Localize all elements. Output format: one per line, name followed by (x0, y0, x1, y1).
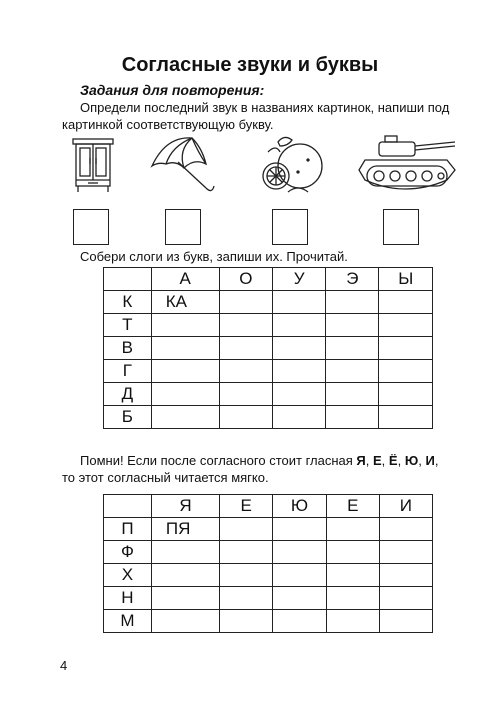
syllable-cell[interactable] (151, 360, 219, 383)
vowel-header: Е (220, 495, 273, 518)
syllable-cell[interactable] (379, 314, 433, 337)
syllable-cell[interactable] (379, 360, 433, 383)
rule-vowel: Ю (404, 453, 419, 468)
task2-instruction: Собери слоги из букв, запиши их. Прочитай. (80, 249, 348, 264)
syllable-cell[interactable] (379, 337, 433, 360)
consonant-label: В (104, 337, 152, 360)
rule-vowel: И (425, 453, 435, 468)
syllable-cell[interactable] (326, 587, 379, 610)
vowel-header: И (379, 495, 432, 518)
page-number: 4 (60, 658, 68, 673)
consonant-label: Г (104, 360, 152, 383)
syllable-cell[interactable] (379, 541, 432, 564)
oranges-icon (258, 132, 328, 198)
rule-line2: то этот согласный читается мягко. (62, 470, 269, 485)
syllable-cell[interactable] (220, 587, 273, 610)
task1-line2: картинкой соответствующую букву. (62, 117, 274, 132)
grid-row (104, 314, 433, 337)
wardrobe-icon (70, 136, 116, 196)
consonant-label: Т (104, 314, 152, 337)
vowel-header: Я (151, 495, 219, 518)
syllable-cell[interactable] (326, 541, 379, 564)
syllable-cell[interactable] (273, 360, 326, 383)
consonant-label: Д (104, 383, 152, 406)
syllable-cell[interactable] (219, 314, 272, 337)
page-title: Согласные звуки и буквы (121, 54, 379, 76)
grid-row (104, 518, 433, 541)
vowel-header: У (273, 268, 326, 291)
grid-row (104, 564, 433, 587)
syllable-cell[interactable] (273, 337, 326, 360)
syllable-cell[interactable] (220, 518, 273, 541)
syllable-cell[interactable] (219, 291, 272, 314)
consonant-label: П (104, 518, 152, 541)
section-subtitle: Задания для повторения: (80, 82, 265, 98)
syllable-cell[interactable] (326, 291, 379, 314)
answer-box-tank[interactable] (383, 209, 419, 245)
grid-row (104, 406, 433, 429)
syllable-cell[interactable] (379, 518, 432, 541)
syllable-example: КА (151, 291, 219, 314)
rule-line1: Помни! Если после согласного стоит гласная Я, Е, Ё, Ю, И, (80, 453, 439, 468)
grid-row (104, 610, 433, 633)
syllable-cell[interactable] (273, 406, 326, 429)
syllable-example: ПЯ (151, 518, 219, 541)
grid-row (104, 360, 433, 383)
syllable-grid-soft (103, 494, 433, 633)
syllable-cell[interactable] (151, 406, 219, 429)
syllable-cell[interactable] (326, 610, 379, 633)
umbrella-icon (148, 132, 218, 198)
grid-row (104, 291, 433, 314)
syllable-cell[interactable] (220, 610, 273, 633)
syllable-cell[interactable] (379, 587, 432, 610)
syllable-cell[interactable] (151, 610, 219, 633)
rule-vowel: Е (373, 453, 382, 468)
syllable-cell[interactable] (273, 587, 327, 610)
consonant-label: М (104, 610, 152, 633)
syllable-cell[interactable] (379, 406, 433, 429)
consonant-label: К (104, 291, 152, 314)
grid-corner (104, 268, 152, 291)
pictures-row (0, 132, 500, 212)
grid-corner (104, 495, 152, 518)
syllable-cell[interactable] (379, 383, 433, 406)
grid-row (104, 541, 433, 564)
syllable-cell[interactable] (273, 541, 327, 564)
consonant-label: Н (104, 587, 152, 610)
syllable-cell[interactable] (273, 564, 327, 587)
syllable-cell[interactable] (379, 564, 432, 587)
tank-icon (355, 132, 465, 202)
rule-vowel: Я (356, 453, 366, 468)
syllable-cell[interactable] (151, 587, 219, 610)
consonant-label: Б (104, 406, 152, 429)
vowel-header: Э (326, 268, 379, 291)
task1-line1: Определи последний звук в названиях картинок, напиши под (80, 100, 450, 115)
syllable-cell[interactable] (151, 337, 219, 360)
grid-row (104, 337, 433, 360)
grid-row (104, 587, 433, 610)
syllable-cell[interactable] (151, 541, 219, 564)
syllable-cell[interactable] (219, 360, 272, 383)
syllable-cell[interactable] (273, 518, 327, 541)
vowel-header: Ю (273, 495, 327, 518)
syllable-cell[interactable] (151, 564, 219, 587)
vowel-header: О (219, 268, 272, 291)
syllable-cell[interactable] (273, 610, 327, 633)
syllable-cell[interactable] (273, 291, 326, 314)
rule-vowel: Ё (388, 453, 398, 468)
syllable-cell[interactable] (326, 360, 379, 383)
syllable-cell[interactable] (326, 518, 379, 541)
answer-box-wardrobe[interactable] (73, 209, 109, 245)
syllable-cell[interactable] (379, 610, 432, 633)
syllable-cell[interactable] (326, 337, 379, 360)
syllable-cell[interactable] (273, 314, 326, 337)
syllable-cell[interactable] (326, 406, 379, 429)
syllable-cell[interactable] (151, 314, 219, 337)
syllable-cell[interactable] (326, 314, 379, 337)
vowel-header: Е (326, 495, 379, 518)
vowel-header: Ы (379, 268, 433, 291)
answer-box-oranges[interactable] (272, 209, 308, 245)
grid-header-row (104, 268, 433, 291)
answer-box-umbrella[interactable] (165, 209, 201, 245)
syllable-cell[interactable] (326, 383, 379, 406)
syllable-cell[interactable] (151, 383, 219, 406)
syllable-cell[interactable] (326, 564, 379, 587)
syllable-cell[interactable] (219, 406, 272, 429)
vowel-header: А (151, 268, 219, 291)
syllable-cell[interactable] (219, 337, 272, 360)
grid-row (104, 383, 433, 406)
consonant-label: Ф (104, 541, 152, 564)
syllable-grid-hard (103, 267, 433, 429)
syllable-cell[interactable] (220, 541, 273, 564)
syllable-cell[interactable] (273, 383, 326, 406)
rule-text: Помни! Если после согласного стоит гласная (80, 453, 353, 468)
syllable-cell[interactable] (220, 564, 273, 587)
consonant-label: Х (104, 564, 152, 587)
syllable-cell[interactable] (219, 383, 272, 406)
syllable-cell[interactable] (379, 291, 433, 314)
grid-header-row (104, 495, 433, 518)
